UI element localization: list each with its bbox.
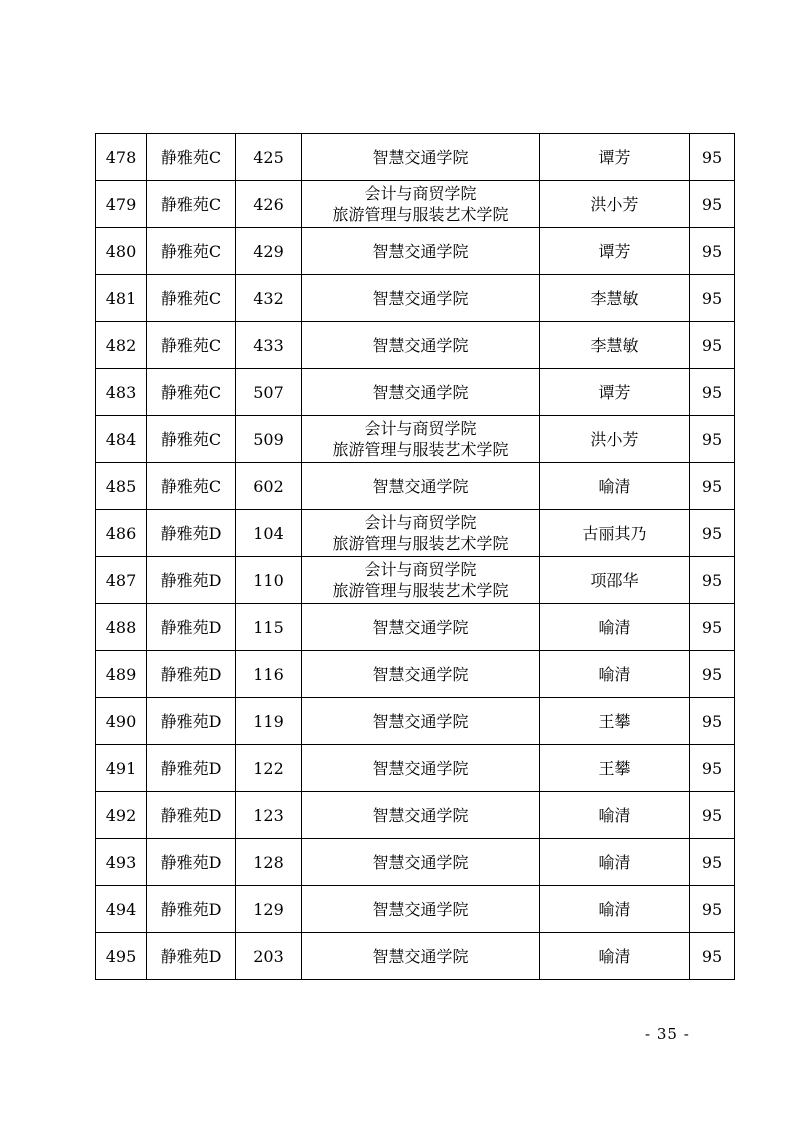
building-cell: 静雅苑D [147,604,236,651]
college-cell [302,886,540,933]
building-cell: 静雅苑D [147,557,236,604]
advisor-cell: 古丽其乃 [540,510,690,557]
building-cell: 静雅苑D [147,651,236,698]
table-row [96,416,735,463]
college-name: 旅游管理与服装艺术学院 [332,440,509,459]
score-cell: 95 [690,651,735,698]
advisor-cell: 李慧敏 [540,275,690,322]
advisor-cell: 喻清 [540,651,690,698]
college-name: 旅游管理与服装艺术学院 [332,581,509,600]
table-row [96,369,735,416]
college-name: 智慧交通学院 [372,335,469,355]
score-cell: 95 [690,698,735,745]
room-number-cell: 203 [236,933,302,980]
college-cell [302,463,540,510]
college-cell [302,745,540,792]
room-number-cell: 115 [236,604,302,651]
college-cell [302,839,540,886]
college-name: 智慧交通学院 [372,147,469,167]
row-number-cell: 495 [96,933,147,980]
building-cell: 静雅苑C [147,463,236,510]
building-cell: 静雅苑C [147,369,236,416]
college-cell [302,322,540,369]
college-name: 智慧交通学院 [372,852,469,872]
building-cell: 静雅苑D [147,839,236,886]
room-number-cell: 509 [236,416,302,463]
row-number-cell: 485 [96,463,147,510]
room-number-cell: 433 [236,322,302,369]
table-row [96,181,735,228]
building-cell: 静雅苑C [147,275,236,322]
score-cell: 95 [690,228,735,275]
room-number-cell: 116 [236,651,302,698]
table-row [96,228,735,275]
college-cell [302,275,540,322]
room-number-cell: 123 [236,792,302,839]
row-number-cell: 493 [96,839,147,886]
college-name: 智慧交通学院 [372,241,469,261]
row-number-cell: 478 [96,134,147,181]
row-number-cell: 488 [96,604,147,651]
advisor-cell: 喻清 [540,604,690,651]
advisor-cell: 王攀 [540,698,690,745]
college-cell [302,792,540,839]
score-cell: 95 [690,181,735,228]
college-cell [302,369,540,416]
score-cell: 95 [690,416,735,463]
building-cell: 静雅苑D [147,510,236,557]
college-name: 会计与商贸学院 [364,513,477,532]
table-row [96,651,735,698]
advisor-cell: 喻清 [540,933,690,980]
row-number-cell: 494 [96,886,147,933]
table-row [96,839,735,886]
page-number: - 35 - [645,1025,690,1043]
building-cell: 静雅苑C [147,134,236,181]
row-number-cell: 492 [96,792,147,839]
college-name: 智慧交通学院 [372,476,469,496]
room-number-cell: 432 [236,275,302,322]
advisor-cell: 洪小芳 [540,416,690,463]
college-name: 智慧交通学院 [372,664,469,684]
dormitory-score-table [95,133,735,980]
college-name: 会计与商贸学院 [364,184,477,203]
row-number-cell: 489 [96,651,147,698]
college-cell [302,651,540,698]
score-cell: 95 [690,275,735,322]
room-number-cell: 128 [236,839,302,886]
row-number-cell: 486 [96,510,147,557]
score-cell: 95 [690,369,735,416]
room-number-cell: 119 [236,698,302,745]
college-cell [302,604,540,651]
college-cell [302,181,540,228]
row-number-cell: 491 [96,745,147,792]
table-row [96,322,735,369]
score-cell: 95 [690,134,735,181]
row-number-cell: 490 [96,698,147,745]
advisor-cell: 王攀 [540,745,690,792]
building-cell: 静雅苑D [147,698,236,745]
table-row [96,745,735,792]
college-name: 旅游管理与服装艺术学院 [332,205,509,224]
college-name: 智慧交通学院 [372,946,469,966]
room-number-cell: 129 [236,886,302,933]
advisor-cell: 洪小芳 [540,181,690,228]
room-number-cell: 122 [236,745,302,792]
room-number-cell: 110 [236,557,302,604]
table-row [96,134,735,181]
college-cell [302,228,540,275]
score-cell: 95 [690,933,735,980]
building-cell: 静雅苑D [147,933,236,980]
table-row [96,792,735,839]
college-cell [302,510,540,557]
row-number-cell: 480 [96,228,147,275]
college-name: 智慧交通学院 [372,805,469,825]
college-name: 智慧交通学院 [372,711,469,731]
college-name: 智慧交通学院 [372,288,469,308]
building-cell: 静雅苑C [147,228,236,275]
college-name: 旅游管理与服装艺术学院 [332,534,509,553]
row-number-cell: 484 [96,416,147,463]
building-cell: 静雅苑C [147,416,236,463]
advisor-cell: 谭芳 [540,134,690,181]
table-row [96,698,735,745]
advisor-cell: 项邵华 [540,557,690,604]
college-cell [302,933,540,980]
row-number-cell: 479 [96,181,147,228]
table-row [96,510,735,557]
score-cell: 95 [690,604,735,651]
table-row [96,463,735,510]
college-name: 智慧交通学院 [372,382,469,402]
advisor-cell: 谭芳 [540,369,690,416]
room-number-cell: 602 [236,463,302,510]
advisor-cell: 谭芳 [540,228,690,275]
room-number-cell: 425 [236,134,302,181]
building-cell: 静雅苑D [147,745,236,792]
college-name: 会计与商贸学院 [364,419,477,438]
building-cell: 静雅苑D [147,792,236,839]
college-name: 智慧交通学院 [372,899,469,919]
room-number-cell: 507 [236,369,302,416]
score-cell: 95 [690,792,735,839]
building-cell: 静雅苑C [147,322,236,369]
college-name: 智慧交通学院 [372,758,469,778]
row-number-cell: 481 [96,275,147,322]
table-row [96,604,735,651]
college-cell [302,134,540,181]
row-number-cell: 482 [96,322,147,369]
room-number-cell: 104 [236,510,302,557]
table-row [96,557,735,604]
score-cell: 95 [690,557,735,604]
room-number-cell: 429 [236,228,302,275]
score-cell: 95 [690,510,735,557]
table-row [96,275,735,322]
room-number-cell: 426 [236,181,302,228]
table-row [96,933,735,980]
score-cell: 95 [690,886,735,933]
college-cell [302,557,540,604]
building-cell: 静雅苑D [147,886,236,933]
college-cell [302,698,540,745]
advisor-cell: 喻清 [540,792,690,839]
building-cell: 静雅苑C [147,181,236,228]
advisor-cell: 喻清 [540,463,690,510]
college-cell [302,416,540,463]
college-name: 智慧交通学院 [372,617,469,637]
score-cell: 95 [690,463,735,510]
score-cell: 95 [690,745,735,792]
row-number-cell: 487 [96,557,147,604]
college-name: 会计与商贸学院 [364,560,477,579]
advisor-cell: 喻清 [540,886,690,933]
advisor-cell: 李慧敏 [540,322,690,369]
advisor-cell: 喻清 [540,839,690,886]
row-number-cell: 483 [96,369,147,416]
score-cell: 95 [690,322,735,369]
score-cell: 95 [690,839,735,886]
table-row [96,886,735,933]
table-body [96,134,735,980]
